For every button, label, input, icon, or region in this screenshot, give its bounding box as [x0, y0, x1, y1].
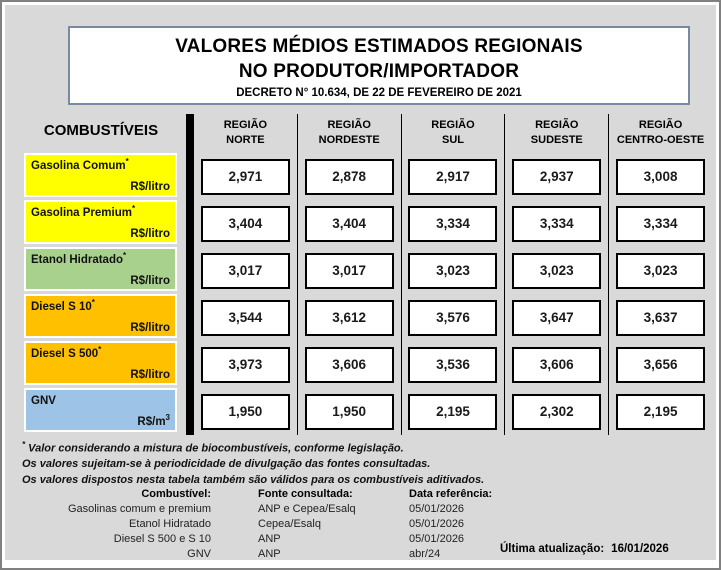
value-cell: 3,334	[408, 206, 497, 242]
source-name: Cepea/Esalq	[258, 518, 321, 530]
value-cell: 2,878	[305, 159, 394, 195]
value-cell: 3,647	[512, 300, 601, 336]
fuel-label-etanol-hidratado	[24, 247, 177, 291]
value-cell: 3,606	[305, 347, 394, 383]
source-name: ANP e Cepea/Esalq	[258, 503, 356, 515]
region-column-centro-oeste	[608, 114, 712, 435]
source-fuel: Diesel S 500 e S 10	[113, 533, 211, 545]
fuels-column-header: COMBUSTÍVEIS	[43, 122, 159, 139]
source-fuel: Etanol Hidratado	[129, 518, 211, 530]
region-header: REGIÃO CENTRO-OESTE	[616, 119, 705, 146]
fuel-label-diesel-s500	[24, 341, 177, 385]
fuel-label-gasolina-premium	[24, 200, 177, 244]
value-cell: 3,536	[408, 347, 497, 383]
fuel-name: Diesel S 500*	[31, 345, 102, 360]
fuel-unit: R$/litro	[130, 369, 170, 381]
source-fuel: GNV	[187, 548, 211, 560]
fuel-name: Gasolina Premium*	[31, 204, 136, 219]
source-name: ANP	[258, 533, 281, 545]
regions-table	[194, 114, 712, 435]
source-date: 05/01/2026	[409, 533, 465, 545]
fuel-name: Gasolina Comum*	[31, 157, 129, 172]
sources-table	[20, 487, 559, 560]
region-header: REGIÃO SUDESTE	[530, 119, 583, 146]
table-panel	[5, 5, 716, 560]
page-title-line1: VALORES MÉDIOS ESTIMADOS REGIONAIS	[175, 36, 583, 57]
footnote-line: * Valor considerando a mistura de biocombustíveis, conforme legislação.	[22, 440, 404, 455]
fuel-label-gasolina-comum	[24, 153, 177, 197]
region-column-nordeste	[297, 114, 401, 435]
value-cell: 3,576	[408, 300, 497, 336]
fuel-unit: R$/litro	[130, 275, 170, 287]
last-update-value: 16/01/2026	[611, 543, 669, 555]
fuel-name: Etanol Hidratado*	[31, 251, 127, 266]
last-update-label: Última atualização:	[500, 543, 605, 555]
fuel-label-gnv	[24, 388, 177, 432]
region-header: REGIÃO NORDESTE	[318, 119, 380, 146]
value-cell: 3,017	[201, 253, 290, 289]
fuel-unit: R$/litro	[130, 228, 170, 240]
value-cell: 2,195	[616, 394, 705, 430]
footnotes	[22, 437, 484, 488]
value-cell: 3,008	[616, 159, 705, 195]
value-cell: 3,973	[201, 347, 290, 383]
source-date: 05/01/2026	[409, 503, 465, 515]
decree-subtitle: DECRETO N° 10.634, DE 22 DE FEVEREIRO DE 2021	[236, 87, 522, 99]
value-cell: 3,404	[305, 206, 394, 242]
divider-bar	[186, 114, 194, 435]
source-name: ANP	[258, 548, 281, 560]
sources-header-source: Fonte consultada:	[258, 488, 353, 500]
region-column-sudeste	[504, 114, 608, 435]
value-cell: 1,950	[305, 394, 394, 430]
region-header: REGIÃO NORTE	[223, 119, 268, 146]
value-cell: 3,023	[408, 253, 497, 289]
value-cell: 3,334	[616, 206, 705, 242]
source-date: 05/01/2026	[409, 518, 465, 530]
region-column-sul	[401, 114, 505, 435]
source-fuel: Gasolinas comum e premium	[67, 503, 211, 515]
last-update	[500, 543, 669, 555]
value-cell: 3,017	[305, 253, 394, 289]
value-cell: 3,606	[512, 347, 601, 383]
fuel-label-diesel-s10	[24, 294, 177, 338]
region-header: REGIÃO SUL	[431, 119, 475, 146]
region-column-norte	[194, 114, 297, 435]
fuel-unit: R$/litro	[130, 322, 170, 334]
fuel-name: Diesel S 10*	[31, 298, 95, 313]
fuel-name: GNV	[31, 394, 56, 407]
value-cell: 2,195	[408, 394, 497, 430]
value-cell: 2,917	[408, 159, 497, 195]
value-cell: 3,404	[201, 206, 290, 242]
value-cell: 3,023	[616, 253, 705, 289]
title-box	[68, 26, 690, 105]
source-date: abr/24	[409, 548, 441, 560]
page-title-line2: NO PRODUTOR/IMPORTADOR	[238, 61, 520, 82]
value-cell: 3,656	[616, 347, 705, 383]
value-cell: 2,971	[201, 159, 290, 195]
footnote-line: Os valores dispostos nesta tabela também são válidos para os combustíveis aditivados.	[22, 473, 485, 486]
fuel-unit: $R\$/m^3$	[137, 413, 170, 428]
value-cell: 3,544	[201, 300, 290, 336]
value-cell: 3,334	[512, 206, 601, 242]
value-cell: 3,023	[512, 253, 601, 289]
fuel-unit: R$/litro	[130, 181, 170, 193]
value-cell: 3,637	[616, 300, 705, 336]
sources-header-fuel: Combustível:	[141, 488, 211, 500]
value-cell: 2,302	[512, 394, 601, 430]
value-cell: 1,950	[201, 394, 290, 430]
sources-header-date: Data referência:	[409, 488, 493, 500]
value-cell: 3,612	[305, 300, 394, 336]
value-cell: 2,937	[512, 159, 601, 195]
footnote-line: Os valores sujeitam-se à periodicidade de divulgação das fontes consultadas.	[22, 458, 431, 471]
